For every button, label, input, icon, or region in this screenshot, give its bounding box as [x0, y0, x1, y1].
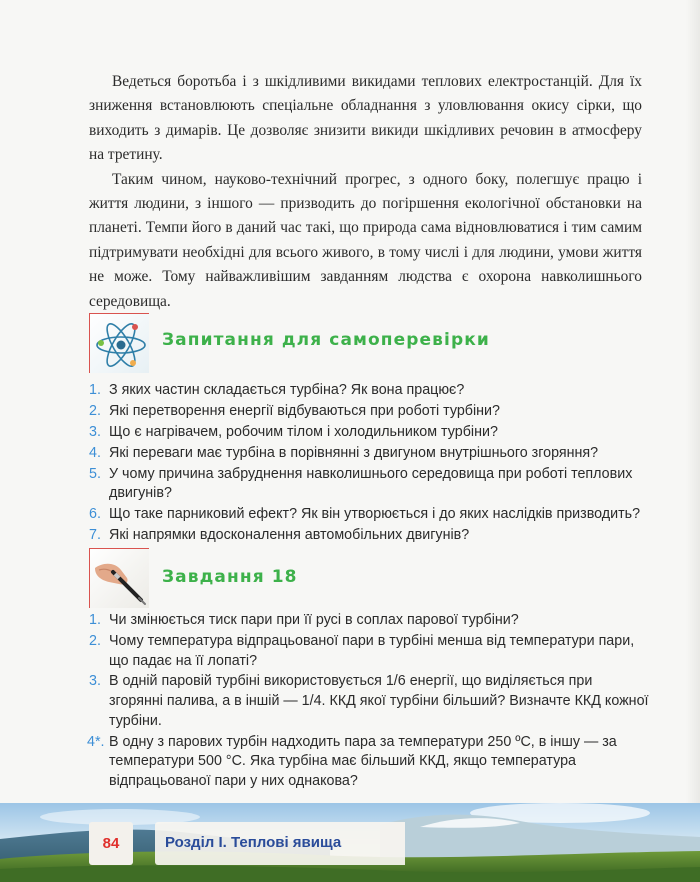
task-heading [89, 548, 649, 608]
task-list [89, 611, 649, 793]
list-item [89, 733, 649, 792]
item-number: 7. [89, 527, 101, 544]
item-number: 3. [89, 423, 101, 440]
list-item [89, 505, 649, 525]
paragraph: Таким чином, науково-технічний прогрес, з одного боку, полегшує працю і життя людини, з іншого — призводить до погіршення екологічної обстановки на планеті. Темпи його в даний час такі, що природа сама відновлюватися і тим самим підтримувати необхідні для всього живого, в тому числі і для людини, умови життя не може. Тому найважливішим завданням людства є охорона навколишнього середовища. [89, 170, 642, 310]
list-item [89, 632, 649, 671]
task-title: Завдання 18 [162, 567, 298, 587]
item-text: Які напрямки вдосконалення автомобільних двигунів? [109, 527, 470, 544]
item-text: У чому причина забруднення навколишнього середовища при роботі теплових двигунів? [109, 465, 633, 502]
item-number: 1. [89, 382, 101, 398]
list-item [89, 526, 649, 546]
item-number: 5. [89, 465, 101, 482]
item-text: В одній паровій турбіні використовується 1/6 енергії, що виділяється при згорянні палива, а в іншій — 1/4. ККД якої турбіни більший? Визначте ККД кожної турбіни. [109, 673, 649, 729]
item-number: 2. [89, 402, 101, 419]
item-number: 3. [89, 673, 101, 690]
paragraph: Ведеться боротьба і з шкідливими викидами теплових електростанцій. Для їх зниження встановлюють спеціальне обладнання з уловлювання окису сірки, що виходить з димарів. Це дозволяє знизити викиди шкідливих речовин в атмосферу на третину. [89, 73, 642, 164]
self-check-title: Запитання для самоперевірки [162, 330, 490, 350]
list-item [89, 381, 649, 401]
list-item [89, 444, 649, 464]
item-text: Що є нагрівачем, робочим тілом і холодильником турбіни? [109, 423, 498, 440]
self-check-list [89, 381, 649, 547]
item-number: 4*. [87, 733, 105, 750]
section-label: Розділ І. Теплові явища [165, 834, 342, 851]
list-item [89, 423, 649, 443]
pen-in-hand-icon [89, 548, 149, 608]
item-text: Які переваги має турбіна в порівнянні з двигуном внутрішнього згоряння? [109, 444, 599, 461]
list-item [89, 402, 649, 422]
list-item [89, 611, 649, 631]
item-text: З яких частин складається турбіна? Як вона працює? [109, 382, 465, 398]
list-item [89, 465, 649, 504]
item-number: 1. [89, 612, 101, 628]
item-text: Чому температура відпрацьованої пари в турбіні менша від температури пари, що падає на її лопаті? [109, 632, 635, 669]
list-item [89, 672, 649, 731]
item-text: Чи змінюється тиск пари при її русі в соплах парової турбіни? [109, 612, 519, 628]
item-text: Які перетворення енергії відбуваються при роботі турбіни? [109, 402, 500, 419]
item-number: 2. [89, 632, 101, 649]
page-number: 84 [89, 822, 133, 865]
item-number: 4. [89, 444, 101, 461]
atom-icon [89, 313, 149, 373]
page-edge [686, 0, 700, 882]
item-text: В одну з парових турбін надходить пара за температури 250 ºС, в іншу — за температури 500 °С. Яка турбіна має більший ККД, якщо температура відпрацьованої пари у них однакова? [109, 733, 617, 790]
item-text: Що таке парниковий ефект? Як він утворюється і до яких наслідків призводить? [109, 506, 641, 523]
item-number: 6. [89, 506, 101, 523]
self-check-heading [89, 313, 649, 373]
body-text [89, 70, 642, 314]
